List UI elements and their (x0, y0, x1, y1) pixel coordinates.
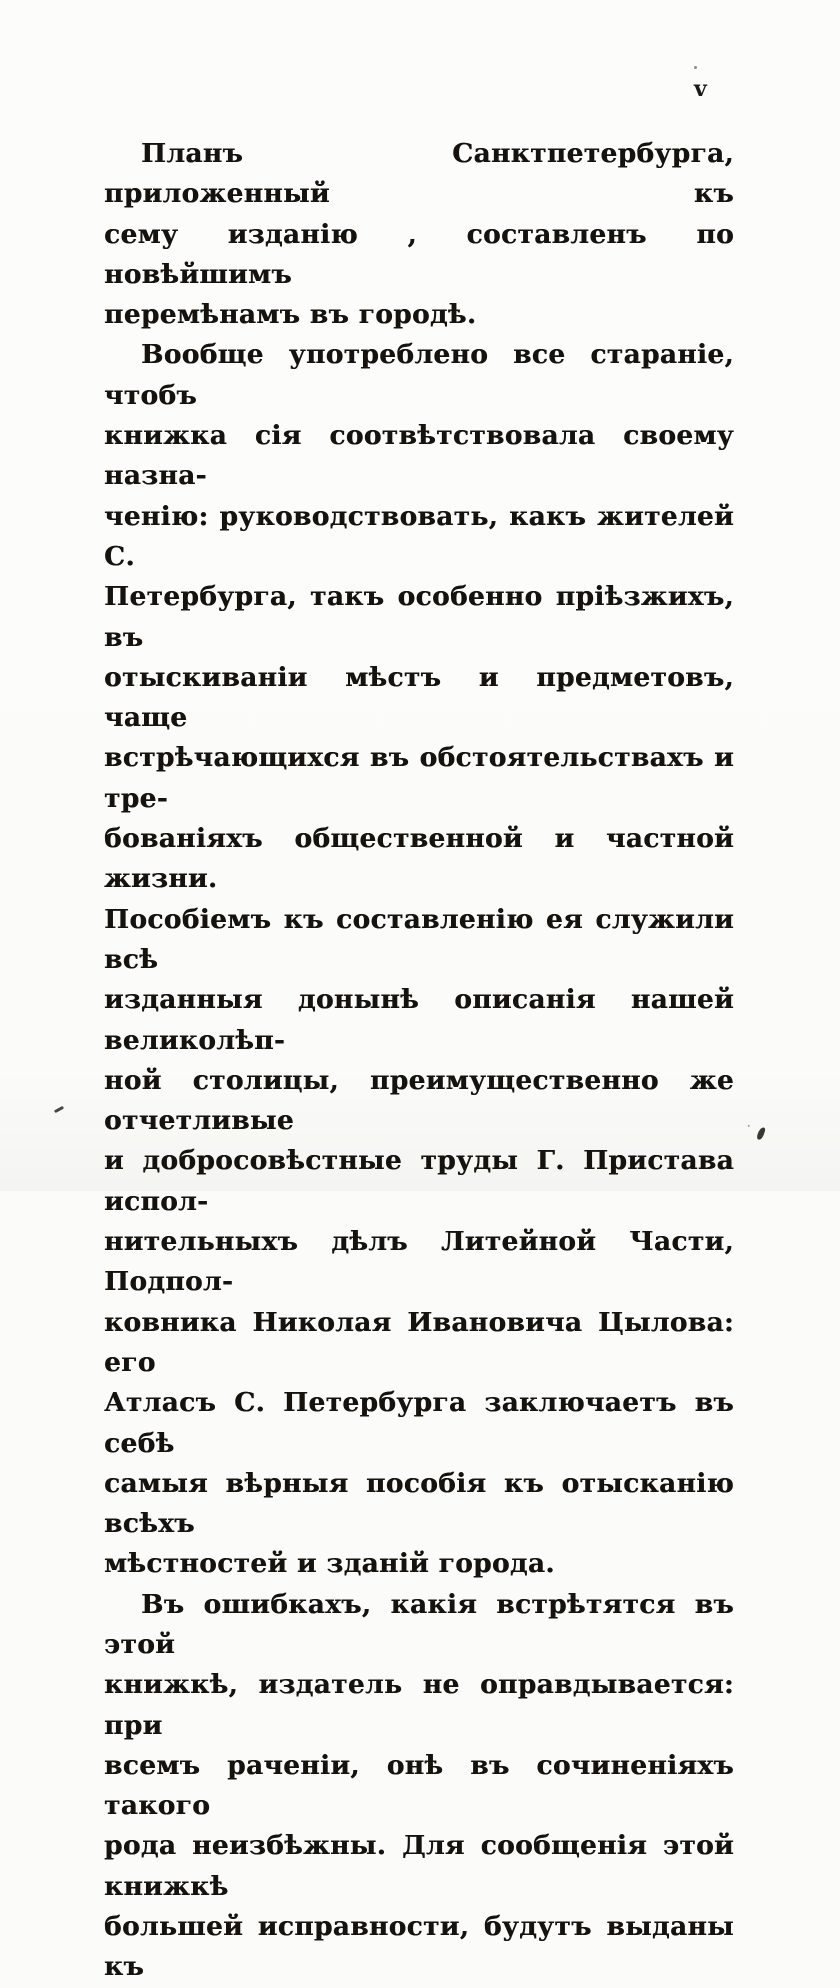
text-line: Вообще употреблено все стараніе, чтобъ (104, 339, 734, 411)
text-line: перемѣнамъ въ городѣ. (104, 299, 477, 331)
text-line: рода неизбѣжны. Для сообщенія этой книжкѣ (104, 1830, 734, 1902)
text-line: большей исправности, будутъ выданы къ (104, 1911, 734, 1983)
ink-speck-bottom-right (756, 1126, 766, 1140)
text-line: нительныхъ дѣлъ Литейной Части, Подпол- (104, 1226, 734, 1298)
paragraph (104, 134, 734, 335)
text-line: бованіяхъ общественной и частной жизни. (104, 823, 734, 895)
text-line: мѣстностей и зданій города. (104, 1548, 555, 1580)
ink-speck-bottom-left (54, 1106, 64, 1113)
ink-speck-top-right (694, 66, 697, 69)
text-line: и добросовѣстные труды Г. Пристава испол- (104, 1145, 734, 1217)
text-line: отыскиваніи мѣстъ и предметовъ, чаще (104, 661, 734, 734)
text-line: книжкѣ, издатель не оправдывается: при (104, 1669, 734, 1741)
text-line: изданныя донынѣ описанія нашей великолѣп- (104, 984, 734, 1056)
text-line: самыя вѣрныя пособія къ отысканію всѣхъ (104, 1467, 734, 1540)
text-line: Атласъ С. Петербурга заключаетъ въ себѣ (104, 1387, 734, 1459)
text-line: всемъ раченіи, онѣ въ сочиненіяхъ такого (104, 1749, 734, 1822)
text-line: Планъ Санктпетербурга, приложенный къ (104, 138, 734, 210)
text-line: ной столицы, преимущественно же отчетливые (104, 1064, 734, 1137)
text-line: Въ ошибкахъ, какія встрѣтятся въ этой (104, 1588, 734, 1660)
text-block (104, 134, 734, 1988)
paragraph (104, 335, 734, 1584)
text-line: Пособіемъ къ составленію ея служили всѣ (104, 903, 734, 975)
text-line: книжка сія соотвѣтствовала своему назна- (104, 420, 734, 492)
text-line: сему изданію , составленъ по новѣйшимъ (104, 218, 734, 290)
text-line: Петербурга, такъ особенно пріѣзжихъ, въ (104, 581, 734, 653)
text-line: встрѣчающихся въ обстоятельствахъ и тре- (104, 742, 734, 814)
paragraph (104, 1585, 734, 1988)
text-line: ченію: руководствовать, какъ жителей С. (104, 500, 734, 572)
text-line: ковника Николая Ивановича Цылова: его (104, 1306, 734, 1378)
page-number: v (694, 76, 707, 102)
